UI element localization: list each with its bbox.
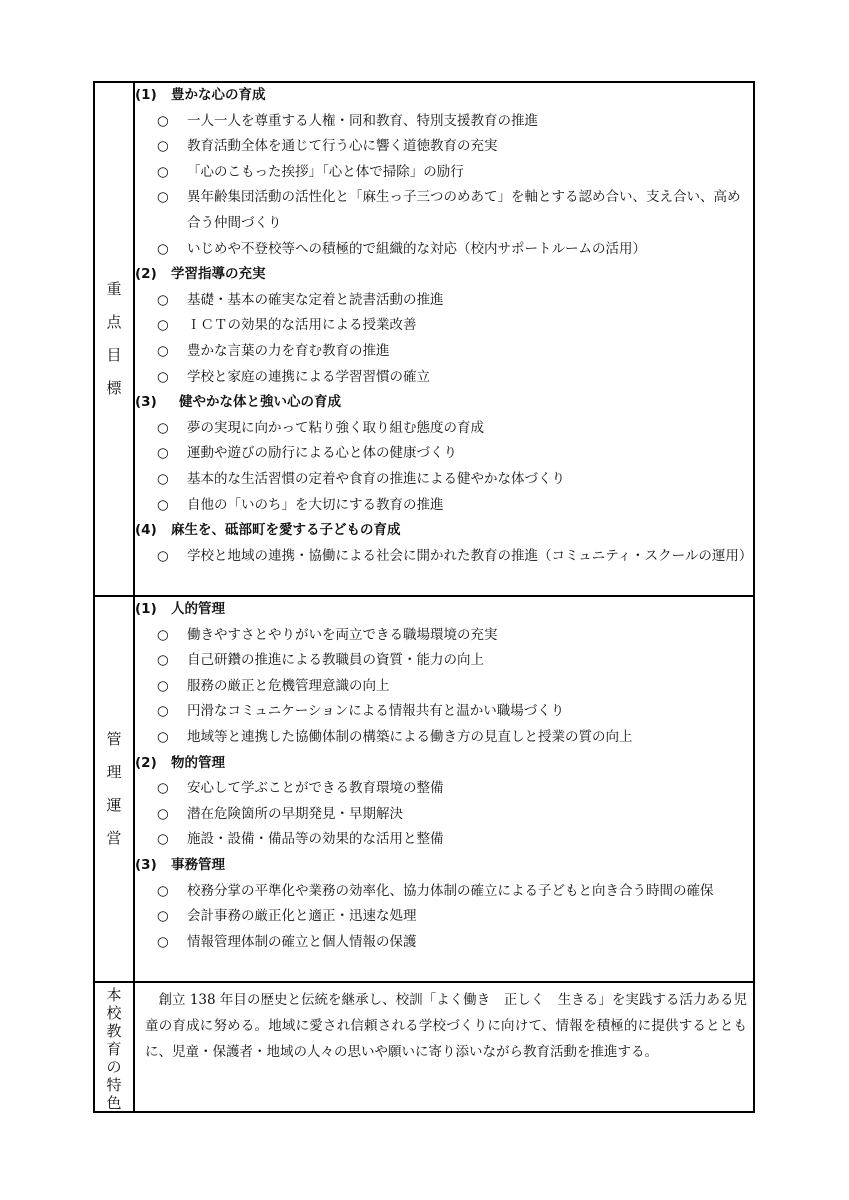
list-item: ○ 服務の厳正と危機管理意識の向上 <box>135 674 753 700</box>
section-heading <box>135 597 753 623</box>
list-item: ○ 教育活動全体を通じて行う心に響く道徳教育の充実 <box>135 134 753 160</box>
list-item: ○ 会計事務の厳正化と適正・迅速な処理 <box>135 904 753 930</box>
label-char: 育 <box>106 1040 122 1058</box>
label-char: 理 <box>106 763 122 781</box>
list-item: ○ 学校と家庭の連携による学習習慣の確立 <box>135 365 753 391</box>
circle-bullet-icon: ○ <box>157 496 169 513</box>
list-item: ○ 「心のこもった挨拶」「心と体で掃除」の励行 <box>135 160 753 186</box>
section-title: 事務管理 <box>171 856 225 873</box>
label-char: の <box>106 1058 122 1076</box>
circle-bullet-icon: ○ <box>157 805 169 822</box>
circle-bullet-icon: ○ <box>157 163 169 180</box>
section-number: (3) <box>135 856 157 873</box>
circle-bullet-icon: ○ <box>157 189 169 206</box>
row-school-features <box>94 982 754 1112</box>
label-char: 本 <box>106 986 122 1004</box>
school-features-content <box>134 982 754 1112</box>
section-title: 物的管理 <box>171 754 225 771</box>
section-number: (3) <box>135 394 157 411</box>
circle-bullet-icon: ○ <box>157 703 169 720</box>
school-plan-table <box>93 81 755 1113</box>
circle-bullet-icon: ○ <box>157 882 169 899</box>
list-item: ○ 基礎・基本の確実な定着と読書活動の推進 <box>135 288 753 314</box>
section-heading <box>135 853 753 879</box>
priority-goals-content <box>134 82 754 596</box>
section-title: 学習指導の充実 <box>171 266 266 283</box>
section-heading <box>135 751 753 777</box>
label-char: 重 <box>106 280 122 298</box>
row-management <box>94 596 754 982</box>
label-char: 営 <box>106 829 122 847</box>
list-item: ○ 校務分掌の平準化や業務の効率化、協力体制の確立による子どもと向き合う時間の確保 <box>135 879 753 905</box>
circle-bullet-icon: ○ <box>157 547 169 564</box>
list-item: ○ 自他の「いのち」を大切にする教育の推進 <box>135 493 753 519</box>
management-content <box>134 596 754 982</box>
list-item: ○ 安心して学ぶことができる教育環境の整備 <box>135 776 753 802</box>
list-item: ○ 働きやすさとやりがいを両立できる職場環境の充実 <box>135 623 753 649</box>
circle-bullet-icon: ○ <box>157 342 169 359</box>
section-heading <box>135 390 753 416</box>
list-item: ○ 異年齢集団活動の活性化と「麻生っ子三つのめあて」を軸とする認め合い、支え合い、高め合う仲間づくり <box>135 185 753 236</box>
list-item: ○ 地域等と連携した協働体制の構築による働き方の見直しと授業の質の向上 <box>135 725 753 751</box>
label-char: 運 <box>106 796 122 814</box>
section-number: (1) <box>135 601 157 617</box>
circle-bullet-icon: ○ <box>157 138 169 155</box>
circle-bullet-icon: ○ <box>157 677 169 694</box>
list-item: ○ 情報管理体制の確立と個人情報の保護 <box>135 930 753 956</box>
list-item: ○ 学校と地域の連携・協働による社会に開かれた教育の推進（コミュニティ・スクールの運用） <box>135 544 753 570</box>
row-label-school-features <box>94 982 134 1112</box>
section-heading <box>135 83 753 109</box>
circle-bullet-icon: ○ <box>157 419 169 436</box>
circle-bullet-icon: ○ <box>157 933 169 950</box>
circle-bullet-icon: ○ <box>157 240 169 257</box>
circle-bullet-icon: ○ <box>157 831 169 848</box>
vertical-label <box>95 597 133 981</box>
section-title: 豊かな心の育成 <box>171 87 266 103</box>
list-item: ○ 一人一人を尊重する人権・同和教育、特別支援教育の推進 <box>135 109 753 135</box>
list-item: ○ いじめや不登校等への積極的で組織的な対応（校内サポートルームの活用） <box>135 237 753 263</box>
label-char: 点 <box>106 313 122 331</box>
circle-bullet-icon: ○ <box>157 780 169 797</box>
list-item: ○ 自己研鑽の推進による教職員の資質・能力の向上 <box>135 648 753 674</box>
row-label-priority-goals <box>94 82 134 596</box>
circle-bullet-icon: ○ <box>157 445 169 462</box>
section-number: (1) <box>135 87 157 103</box>
label-char: 教 <box>106 1022 122 1040</box>
circle-bullet-icon: ○ <box>157 908 169 925</box>
circle-bullet-icon: ○ <box>157 728 169 745</box>
label-char: 校 <box>106 1004 122 1022</box>
circle-bullet-icon: ○ <box>157 291 169 308</box>
list-item: ○ 基本的な生活習慣の定着や食育の推進による健やかな体づくり <box>135 467 753 493</box>
label-char: 特 <box>106 1076 122 1094</box>
section-heading <box>135 518 753 544</box>
list-item: ○ 円滑なコミュニケーションによる情報共有と温かい職場づくり <box>135 699 753 725</box>
section-number: (2) <box>135 266 157 283</box>
list-item: ○ 豊かな言葉の力を育む教育の推進 <box>135 339 753 365</box>
circle-bullet-icon: ○ <box>157 470 169 487</box>
list-item: ○ 夢の実現に向かって粘り強く取り組む態度の育成 <box>135 416 753 442</box>
list-item: ○ 潜在危険箇所の早期発見・早期解決 <box>135 802 753 828</box>
list-item: ○ 運動や遊びの励行による心と体の健康づくり <box>135 441 753 467</box>
label-char: 管 <box>106 730 122 748</box>
circle-bullet-icon: ○ <box>157 626 169 643</box>
circle-bullet-icon: ○ <box>157 652 169 669</box>
circle-bullet-icon: ○ <box>157 112 169 129</box>
vertical-label <box>95 83 133 595</box>
label-char: 標 <box>106 379 122 397</box>
list-item: ○ 施設・設備・備品等の効果的な活用と整備 <box>135 827 753 853</box>
label-char: 色 <box>106 1094 122 1112</box>
circle-bullet-icon: ○ <box>157 317 169 334</box>
section-title: 人的管理 <box>171 601 225 617</box>
section-number: (2) <box>135 754 157 771</box>
label-char: 目 <box>106 346 122 364</box>
list-item: ○ ＩＣＴの効果的な活用による授業改善 <box>135 313 753 339</box>
school-features-text: 創立 138 年目の歴史と伝統を継承し、校訓「よく働き 正しく 生きる」を実践する活力ある児童の育成に努める。地域に愛され信頼される学校づくりに向けて、情報を積極的に提供するとともに、児童・保護者・地域の人々の思いや願いに寄り添いながら教育活動を推進する。 <box>145 992 747 1060</box>
row-label-management <box>94 596 134 982</box>
section-title: 麻生を、砥部町を愛する子どもの育成 <box>171 522 401 539</box>
row-priority-goals <box>94 82 754 596</box>
section-number: (4) <box>135 522 157 539</box>
section-heading <box>135 262 753 288</box>
vertical-label <box>95 983 133 1113</box>
section-title: 健やかな体と強い心の育成 <box>179 394 341 411</box>
circle-bullet-icon: ○ <box>157 368 169 385</box>
